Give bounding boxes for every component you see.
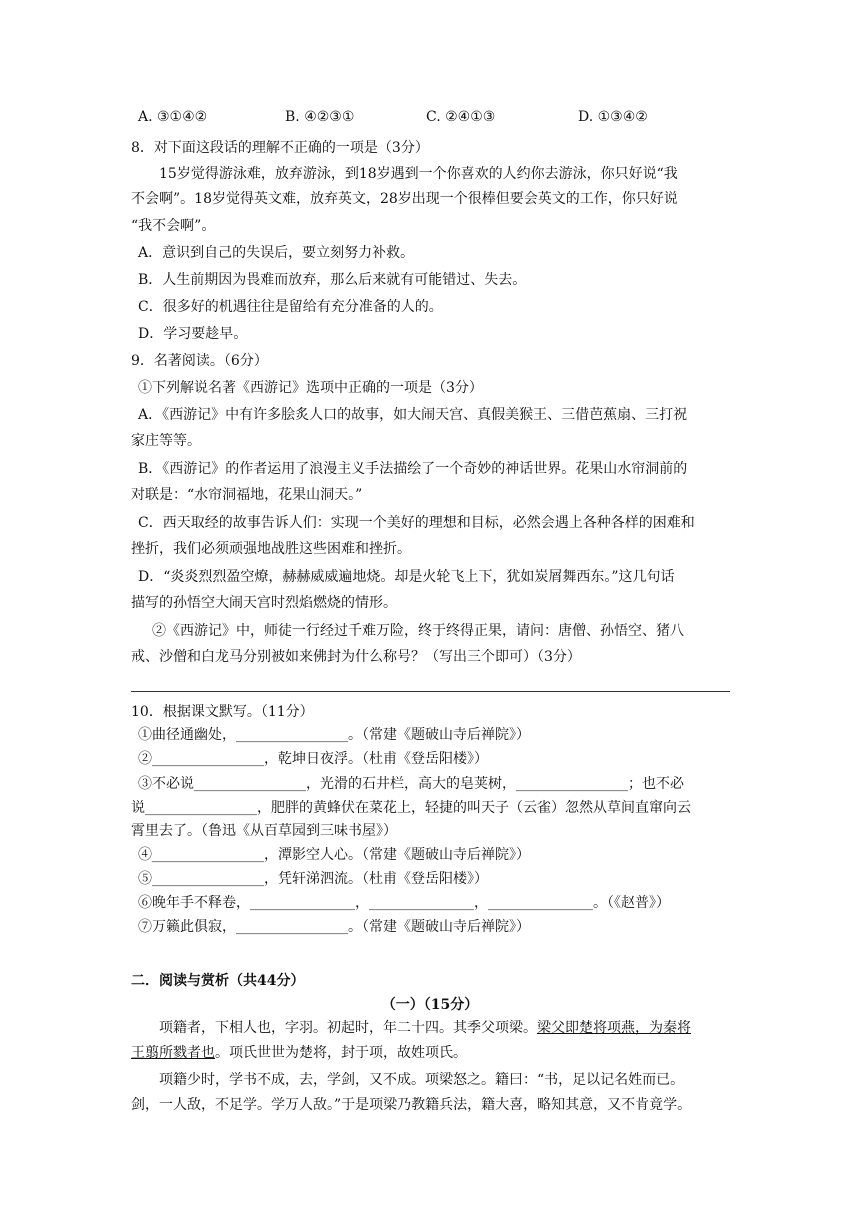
q10-line-3: ③不必说________________，光滑的石井栏，高大的皂荚树，________________；也不必: [138, 776, 684, 792]
q10-line-3-end: 霄里去了。（鲁迅《从百草园到三味书屋》）: [131, 823, 397, 839]
q9-sub1: ①下列解说名著《西游记》选项中正确的一项是（3分）: [138, 380, 483, 396]
q10-line-4: ④________________，潭影空人心。（常建《题破山寺后禅院》）: [138, 847, 530, 863]
section2-heading: 二．阅读与赏析（共44分）: [131, 973, 305, 989]
q9-option-b: B．《西游记》的作者运用了浪漫主义手法描绘了一个奇妙的神话世界。花果山水帘洞前的: [138, 461, 688, 477]
answer-line: [131, 691, 730, 692]
paragraph1-underlined: 梁父即楚将项燕，为秦将: [537, 1020, 691, 1036]
q10-line-3-cont: 说________________，肥胖的黄蜂伏在菜花上，轻捷的叫天子（云雀）忽然从草间直窜向云: [131, 800, 691, 816]
q10-line-5: ⑤________________，凭轩涕泗流。（杜甫《登岳阳楼》）: [138, 871, 488, 887]
q8-option-b: B．人生前期因为畏难而放弃，那么后来就有可能错过、失去。: [138, 272, 527, 288]
q8-passage-line: “我不会啊”。: [131, 218, 216, 234]
q7-option-a: A. ③①④②: [138, 109, 208, 125]
q7-option-c: C. ②④①③: [426, 109, 496, 125]
q9-option-c: C．西天取经的故事告诉人们：实现一个美好的理想和目标，必然会遇上各种各样的困难和: [138, 515, 695, 531]
q10-line-7: ⑦万籁此俱寂，________________。（常建《题破山寺后禅院》）: [138, 919, 530, 935]
q9-option-b-cont: 对联是：“水帘洞福地，花果山洞天。”: [131, 487, 363, 503]
q8-option-d: D．学习要趁早。: [138, 326, 248, 342]
q8-passage-line: 15岁觉得游泳难，放弃游泳，到18岁遇到一个你喜欢的人约你去游泳，你只好说“我: [159, 166, 678, 182]
q9-option-d-cont: 描写的孙悟空大闹天宫时烈焰燃烧的情形。: [131, 595, 397, 611]
q9-sub2: ②《西游记》中，师徒一行经过千难万险，终于终得正果，请问：唐僧、孙悟空、猪八: [152, 623, 684, 639]
q7-option-b: B. ④②③①: [285, 109, 355, 125]
q7-option-d: D. ①③④②: [578, 109, 648, 125]
section2-paragraph1-cont: [131, 1043, 467, 1063]
q8-stem: 8．对下面这段话的理解不正确的一项是（3分）: [131, 140, 429, 156]
q9-option-a-cont: 家庄等等。: [131, 433, 201, 449]
q8-option-c: C．很多好的机遇往往是留给有充分准备的人的。: [138, 299, 443, 315]
q9-sub2-cont: 戒、沙僧和白龙马分别被如来佛封为什么称号？（写出三个即可）（3分）: [131, 649, 581, 665]
q10-line-6: ⑥晚年手不释卷，_______________，_______________，_______________。（《赵普》）: [138, 895, 670, 911]
q10-stem: 10．根据课文默写。（11分）: [131, 704, 314, 720]
section2-paragraph2-cont: 剑，一人敌，不足学。学万人敌。”于是项梁乃教籍兵法，籍大喜，略知其意，又不肯竟学。: [131, 1097, 692, 1113]
q8-option-a: A．意识到自己的失误后，要立刻努力补救。: [138, 245, 415, 261]
paragraph1-text-cont: 。项氏世世为楚将，封于项，故姓项氏。: [215, 1045, 467, 1061]
q10-line-1: ①曲径通幽处，________________。（常建《题破山寺后禅院》）: [138, 727, 530, 743]
q10-line-2: ②________________，乾坤日夜浮。（杜甫《登岳阳楼》）: [138, 751, 488, 767]
section2-part1-title: （一）（15分）: [381, 997, 479, 1013]
q9-stem: 9．名著阅读。（6分）: [131, 353, 268, 369]
paragraph1-text: 项籍者，下相人也，字羽。初起时，年二十四。其季父项梁。: [159, 1020, 537, 1036]
q9-option-a: A．《西游记》中有许多脍炙人口的故事，如大闹天宫、真假美猴王、三借芭蕉扇、三打祝: [138, 407, 688, 423]
section2-paragraph2: 项籍少时，学书不成，去，学剑，又不成。项梁怒之。籍曰：“书，足以记名姓而已。: [159, 1072, 685, 1088]
q7-options: [138, 109, 698, 129]
q9-option-c-cont: 挫折，我们必须顽强地战胜这些困难和挫折。: [131, 541, 411, 557]
q9-option-d: D．“炎炎烈烈盈空燎，赫赫威威遍地烧。却是火轮飞上下，犹如炭屑舞西东。”这几句话: [138, 569, 675, 585]
q8-passage-line: 不会啊”。18岁觉得英文难，放弃英文，28岁出现一个很棒但要会英文的工作，你只好说: [131, 191, 678, 207]
section2-paragraph1: [159, 1018, 691, 1038]
paragraph1-underlined-cont: 王翦所戮者也: [131, 1045, 215, 1061]
